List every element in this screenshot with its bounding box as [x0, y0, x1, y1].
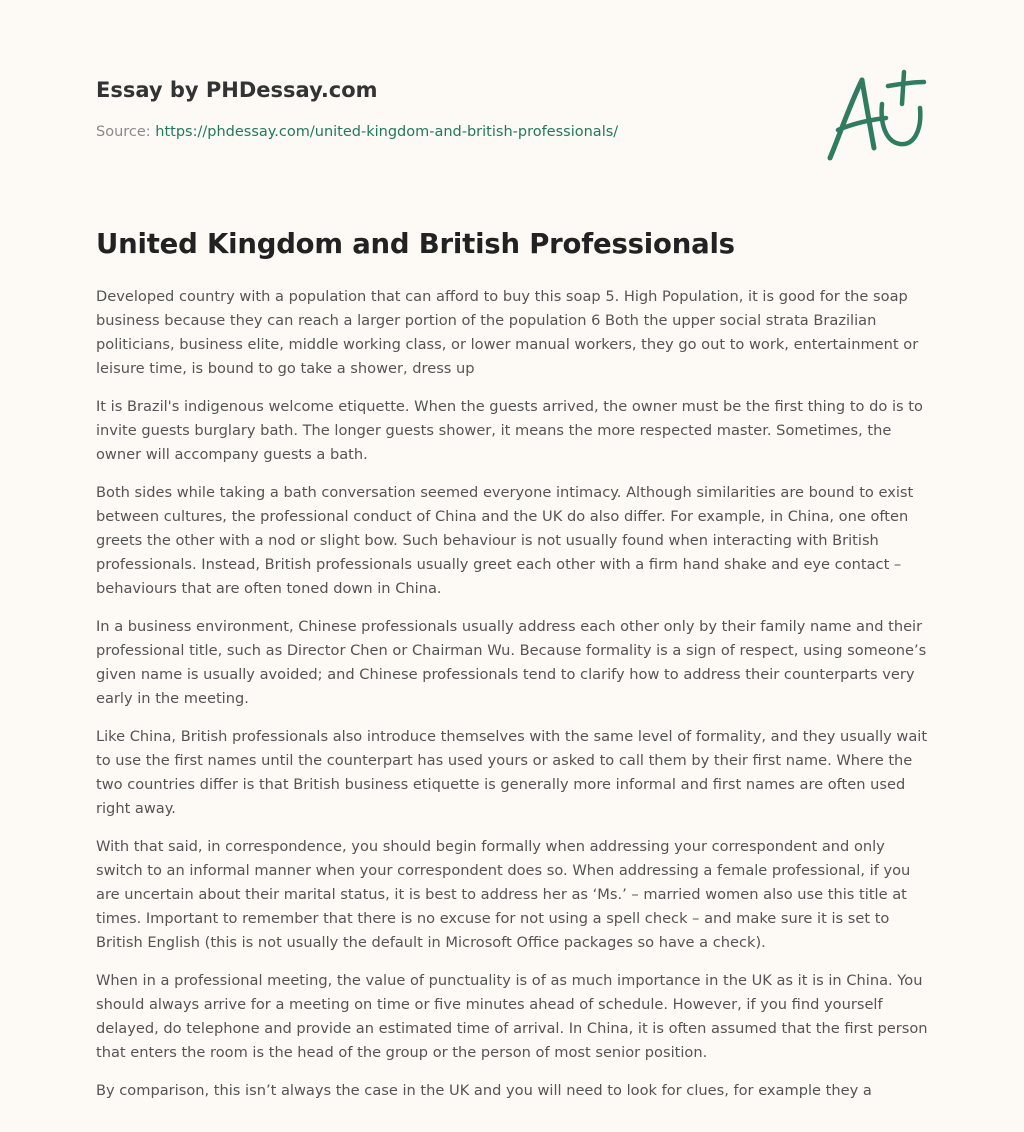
paragraph: Developed country with a population that can afford to buy this soap 5. High Population, it is good for the soap business because they can reach a larger portion of the population 6 Both the upper social strata Brazilian politicians, business elite, middle working class, or lower manual workers, they go out to work, entertainment or leisure time, is bound to go take a shower, dress up — [96, 288, 919, 377]
a-plus-logo-icon — [820, 64, 930, 169]
brand-title: Essay by PHDessay.com — [96, 78, 378, 102]
paragraph: When in a professional meeting, the value of punctuality is of as much importance in the UK as it is in China. You should always arrive for a meeting on time or five minutes ahead of schedule. However, if you find yourself delayed, do telephone and provide an estimated time of arrival. In China, it is often assumed that the first person that enters the room is the head of the group or the person of most senior position. — [96, 972, 928, 1061]
page-header — [96, 76, 796, 142]
article-title: United Kingdom and British Professionals — [96, 228, 735, 260]
source-line — [96, 122, 796, 142]
source-label: Source: — [96, 124, 156, 140]
paragraph: In a business environment, Chinese professionals usually address each other only by their family name and their professional title, such as Director Chen or Chairman Wu. Because formality is a sign of respect, using someone’s given name is usually avoided; and Chinese professionals tend to clarify how to address their counterparts very early in the meeting. — [96, 618, 927, 707]
source-link[interactable]: https://phdessay.com/united-kingdom-and-british-professionals/ — [155, 124, 619, 140]
paragraph: Both sides while taking a bath conversation seemed everyone intimacy. Although similarities are bound to exist between cultures, the professional conduct of China and the UK do also differ. For example, in China, one often greets the other with a nod or slight bow. Such behaviour is not usually found when interacting with British professionals. Instead, British professionals usually greet each other with a firm hand shake and eye contact – behaviours that are often toned down in China. — [96, 484, 914, 597]
paragraph: Like China, British professionals also introduce themselves with the same level of formality, and they usually wait to use the first names until the counterpart has used yours or asked to call them by their first name. Where the two countries differ is that British business etiquette is generally more informal and first names are often used right away. — [96, 728, 928, 817]
paragraph: By comparison, this isn’t always the case in the UK and you will need to look for clues, for example they a — [96, 1082, 872, 1099]
paragraph: With that said, in correspondence, you should begin formally when addressing your correspondent and only switch to an informal manner when your correspondent does so. When addressing a female professional, if you are uncertain about their marital status, it is best to address her as ‘Ms.’ – married women also use this title at times. Important to remember that there is no excuse for not using a spell check – and make sure it is set to British English (this is not usually the default in Microsoft Office packages so have a check). — [96, 838, 911, 951]
paragraph: It is Brazil's indigenous welcome etiquette. When the guests arrived, the owner must be the first thing to do is to invite guests burglary bath. The longer guests shower, it means the more respected master. Sometimes, the owner will accompany guests a bath. — [96, 398, 923, 463]
article-body — [96, 285, 928, 1117]
